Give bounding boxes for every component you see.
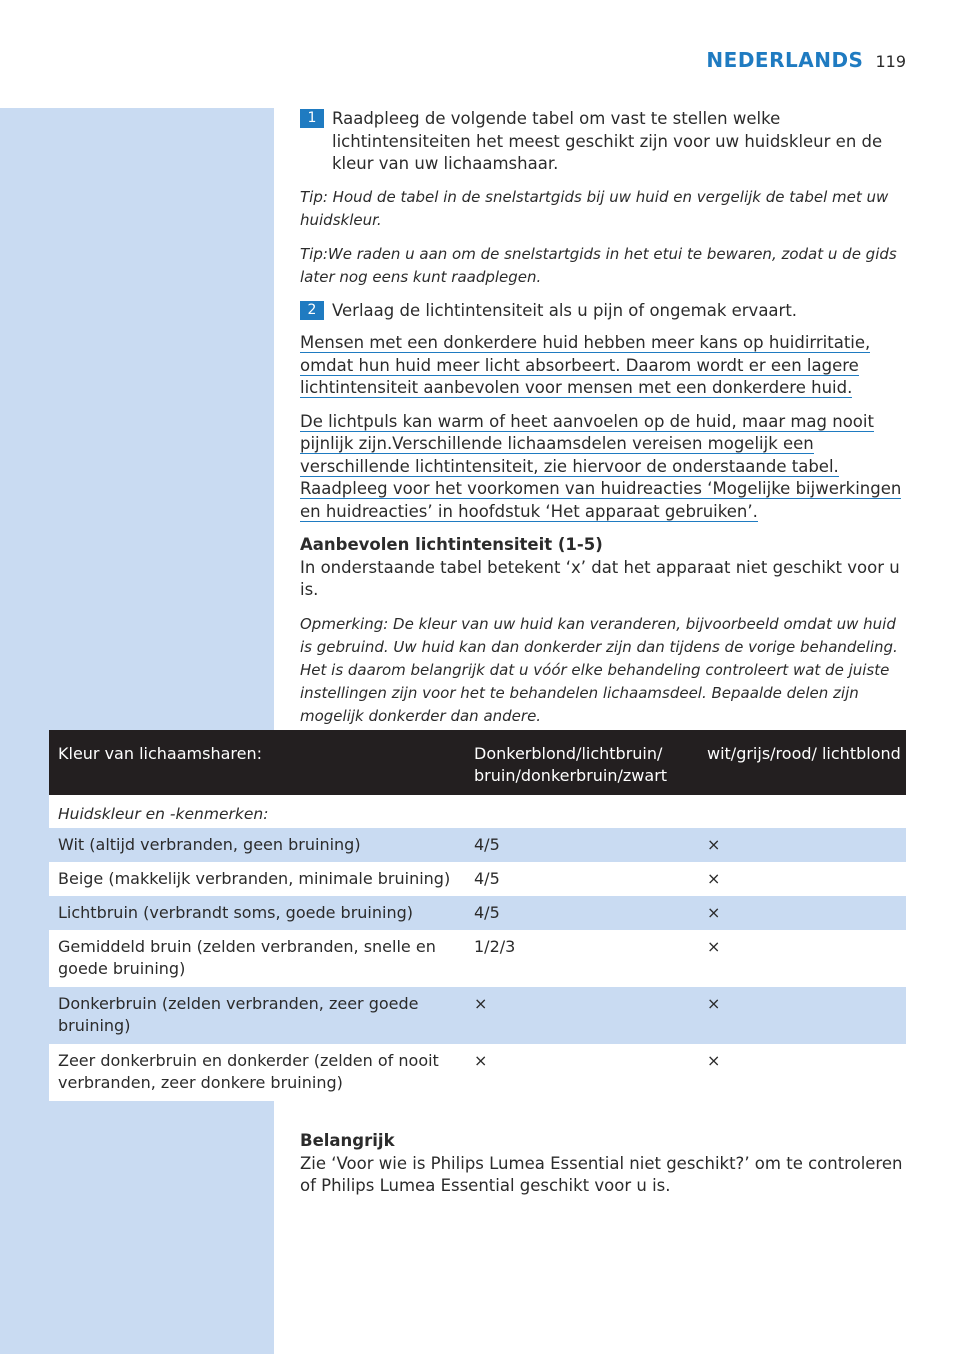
table-cell: Lichtbruin (verbrandt soms, goede bruining): [58, 903, 413, 922]
underlined-text: De lichtpuls kan warm of heet aanvoelen op de huid, maar mag nooit pijnlijk zijn.Verschillende lichaamsdelen vereisen mogelijk een verschillende lichtintensiteit, zie hiervoor de onderstaande tabel. Raadpleeg voor het voorkomen van huidreacties ‘Mogelijke bijwerkingen en huidreacties’ in hoofdstuk ‘Het apparaat gebruiken’.: [300, 411, 902, 521]
table-cell: 1/2/3: [474, 937, 516, 956]
table-row: [49, 828, 906, 862]
tip-1: Tip: Houd de tabel in de snelstartgids bij uw huid en vergelijk de tabel met uw huidskleur.: [300, 187, 889, 229]
table-cell: ×: [474, 994, 488, 1013]
header-cell-light-hair: wit/grijs/rood/ lichtblond: [707, 744, 901, 763]
tip-2: Tip:We raden u aan om de snelstartgids in het etui te bewaren, zodat u de gids later nog eens kunt raadplegen.: [300, 244, 897, 286]
intensity-table: [49, 730, 906, 1101]
step-text: Verlaag de lichtintensiteit als u pijn of ongemak ervaart.: [332, 300, 798, 320]
table-cell: 4/5: [474, 835, 500, 854]
table-cell: ×: [707, 937, 721, 956]
table-cell: Wit (altijd verbranden, geen bruining): [58, 835, 361, 854]
table-header-row: [49, 730, 906, 795]
table-cell: ×: [707, 903, 721, 922]
table-cell: ×: [707, 1051, 721, 1070]
language-label: NEDERLANDS: [706, 48, 864, 72]
table-cell: ×: [474, 1051, 488, 1070]
table-cell: 4/5: [474, 869, 500, 888]
page-number: 119: [875, 52, 906, 71]
step-text: Raadpleeg de volgende tabel om vast te stellen welke lichtintensiteiten het meest geschikt zijn voor uw huidskleur en de kleur van uw lichaamshaar.: [332, 109, 883, 173]
main-content: [300, 108, 910, 728]
table-cell: ×: [707, 869, 721, 888]
table-row: [49, 862, 906, 896]
table-row: [49, 896, 906, 930]
important-body: Zie ‘Voor wie is Philips Lumea Essential niet geschikt?’ om te controleren of Philips Lumea Essential geschikt voor u is.: [300, 1153, 903, 1195]
section-note: Opmerking: De kleur van uw huid kan veranderen, bijvoorbeeld omdat uw huid is gebruind. Uw huid kan dan donkerder zijn dan tijdens de vorige behandeling. Het is daarom belangrijk dat u vóór elke behandeling controleert wat de juiste instellingen zijn voor het te behandelen lichaamsdeel. Bepaalde delen zijn mogelijk donkerder dan andere.: [300, 614, 898, 725]
step-2: [300, 300, 910, 323]
section-heading: Aanbevolen lichtintensiteit (1-5): [300, 535, 603, 554]
table-cell: ×: [707, 994, 721, 1013]
table-cell: Donkerbruin (zelden verbranden, zeer goede bruining): [58, 994, 419, 1035]
warning-paragraph-2: [300, 411, 910, 524]
table-cell: Zeer donkerbruin en donkerder (zelden of nooit verbranden, zeer donkere bruining): [58, 1051, 439, 1092]
table-cell: Beige (makkelijk verbranden, minimale bruining): [58, 869, 451, 888]
table-cell: ×: [707, 835, 721, 854]
section-body: In onderstaande tabel betekent ‘x’ dat het apparaat niet geschikt voor u is.: [300, 557, 900, 599]
table-cell: Gemiddeld bruin (zelden verbranden, snelle en goede bruining): [58, 937, 436, 978]
table-row: [49, 1044, 906, 1101]
important-section: [300, 1130, 910, 1209]
table-cell: 4/5: [474, 903, 500, 922]
important-heading: Belangrijk: [300, 1131, 395, 1150]
table-subheader: Huidskleur en -kenmerken:: [49, 795, 906, 828]
table-row: [49, 987, 906, 1044]
table-row: [49, 930, 906, 987]
page-header: [706, 48, 906, 72]
underlined-text: Mensen met een donkerdere huid hebben meer kans op huidirritatie, omdat hun huid meer licht absorbeert. Daarom wordt er een lagere lichtintensiteit aanbevolen voor mensen met een donkerdere huid.: [300, 333, 871, 397]
warning-paragraph-1: [300, 332, 910, 400]
header-cell-hair-color: Kleur van lichaamsharen:: [58, 744, 262, 763]
step-1: [300, 108, 910, 176]
step-number-badge: 1: [300, 109, 324, 128]
step-number-badge: 2: [300, 301, 324, 320]
header-cell-dark-hair: Donkerblond/lichtbruin/ bruin/donkerbruin/zwart: [474, 744, 668, 785]
